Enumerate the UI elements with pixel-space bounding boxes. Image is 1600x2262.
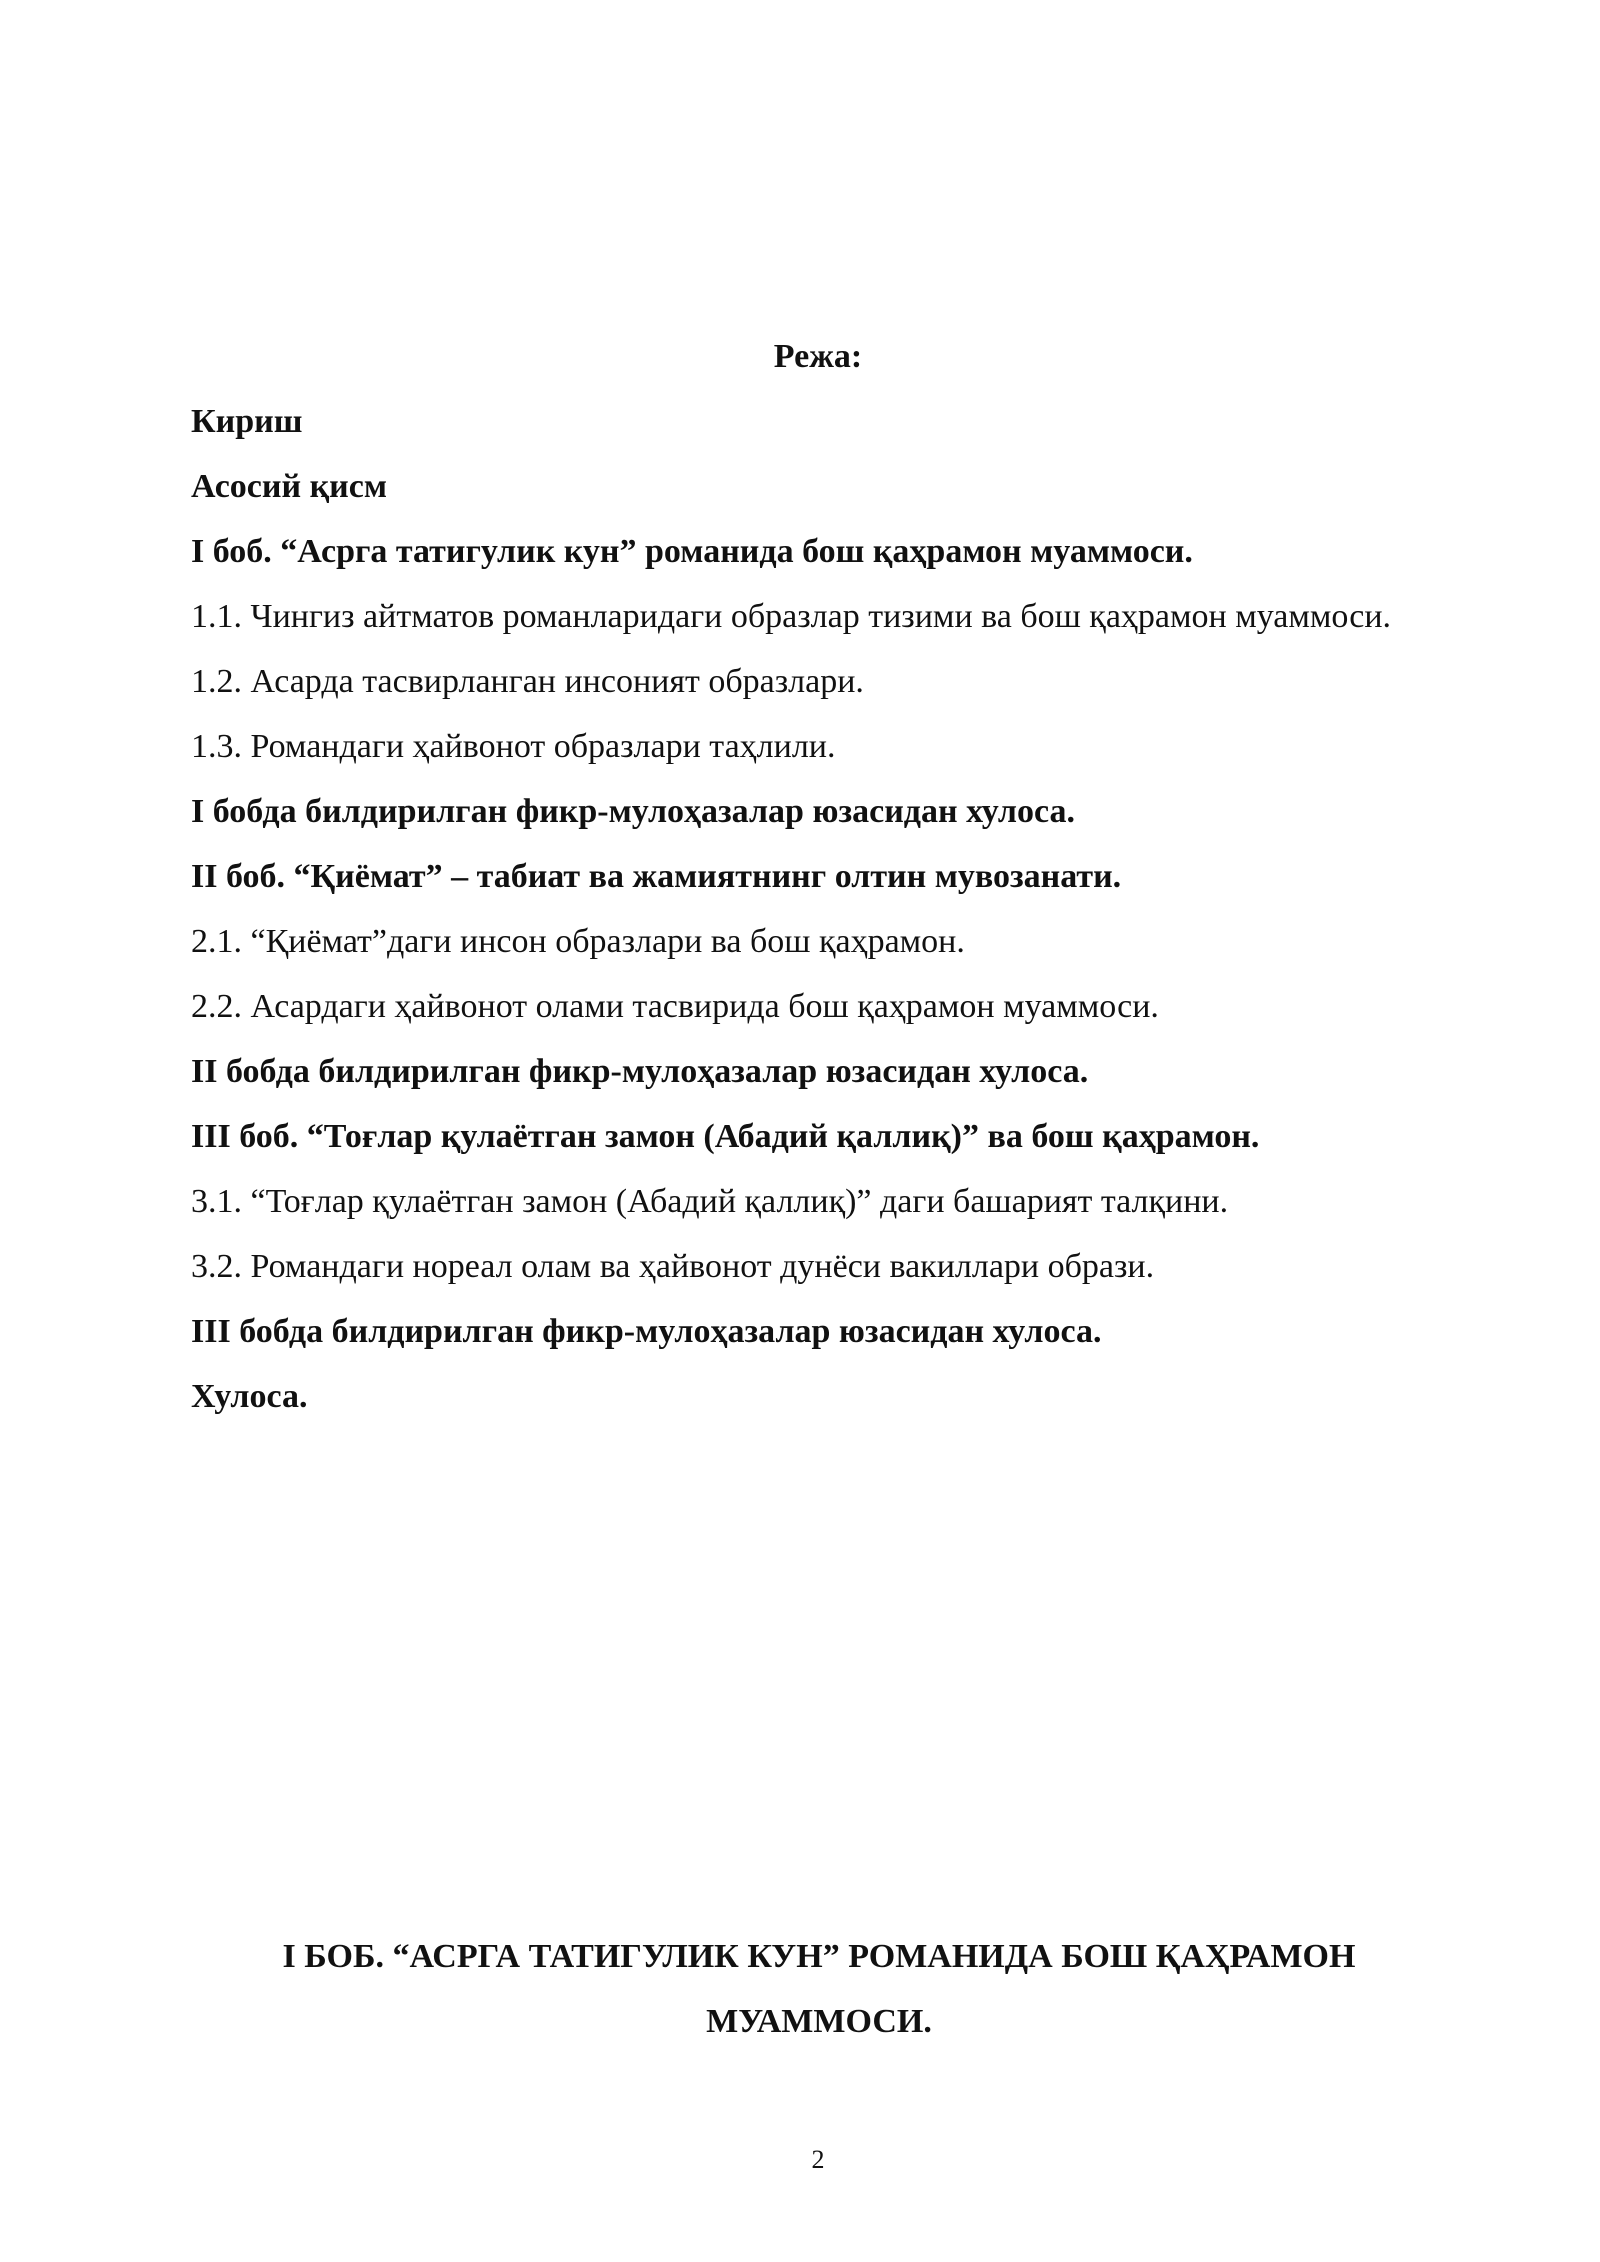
toc-item-chapter-1: I боб. “Асрга татигулик кун” романида бош қаҳрамон муаммоси. [191, 533, 1193, 570]
toc-item-section-3-1: 3.1. “Тоғлар қулаётган замон (Абадий қаллиқ)” даги башарият талқини. [191, 1183, 1229, 1220]
toc-item-chapter-2-conclusion: II бобда билдирилган фикр-мулоҳазалар юзасидан хулоса. [191, 1053, 1089, 1090]
plan-title: Режа: [773, 338, 863, 375]
toc-item-section-1-2: 1.2. Асарда тасвирланган инсоният образлари. [191, 663, 864, 700]
toc-item-section-3-2: 3.2. Романдаги нореал олам ва ҳайвонот дунёси вакиллари образи. [191, 1248, 1155, 1285]
toc-item-chapter-2: II боб. “Қиёмат” – табиат ва жамиятнинг олтин мувозанати. [191, 858, 1122, 895]
toc-item-chapter-3-conclusion: III бобда билдирилган фикр-мулоҳазалар юзасидан хулоса. [191, 1313, 1102, 1350]
toc-item-section-2-1: 2.1. “Қиёмат”даги инсон образлари ва бош қаҳрамон. [191, 923, 965, 960]
page-number: 2 [811, 2145, 825, 2174]
table-of-contents [191, 389, 1447, 1429]
toc-item-main-part: Асосий қисм [191, 468, 387, 505]
chapter-heading: I БОБ. “АСРГА ТАТИГУЛИК КУН” РОМАНИДА БОШ ҚАҲРАМОН МУАММОСИ. [282, 1938, 1356, 2040]
toc-item-conclusion: Хулоса. [191, 1378, 308, 1415]
toc-item-chapter-3: III боб. “Тоғлар қулаётган замон (Абадий қаллиқ)” ва бош қаҳрамон. [191, 1118, 1260, 1155]
toc-item-section-2-2: 2.2. Асардаги ҳайвонот олами тасвирида бош қаҳрамон муаммоси. [191, 988, 1159, 1025]
toc-item-introduction: Кириш [191, 403, 303, 440]
toc-item-section-1-3: 1.3. Романдаги ҳайвонот образлари таҳлили. [191, 728, 836, 765]
toc-item-chapter-1-conclusion: I бобда билдирилган фикр-мулоҳазалар юзасидан хулоса. [191, 793, 1076, 830]
toc-item-section-1-1: 1.1. Чингиз айтматов романларидаги образлар тизими ва бош қаҳрамон муаммоси. [191, 598, 1392, 635]
